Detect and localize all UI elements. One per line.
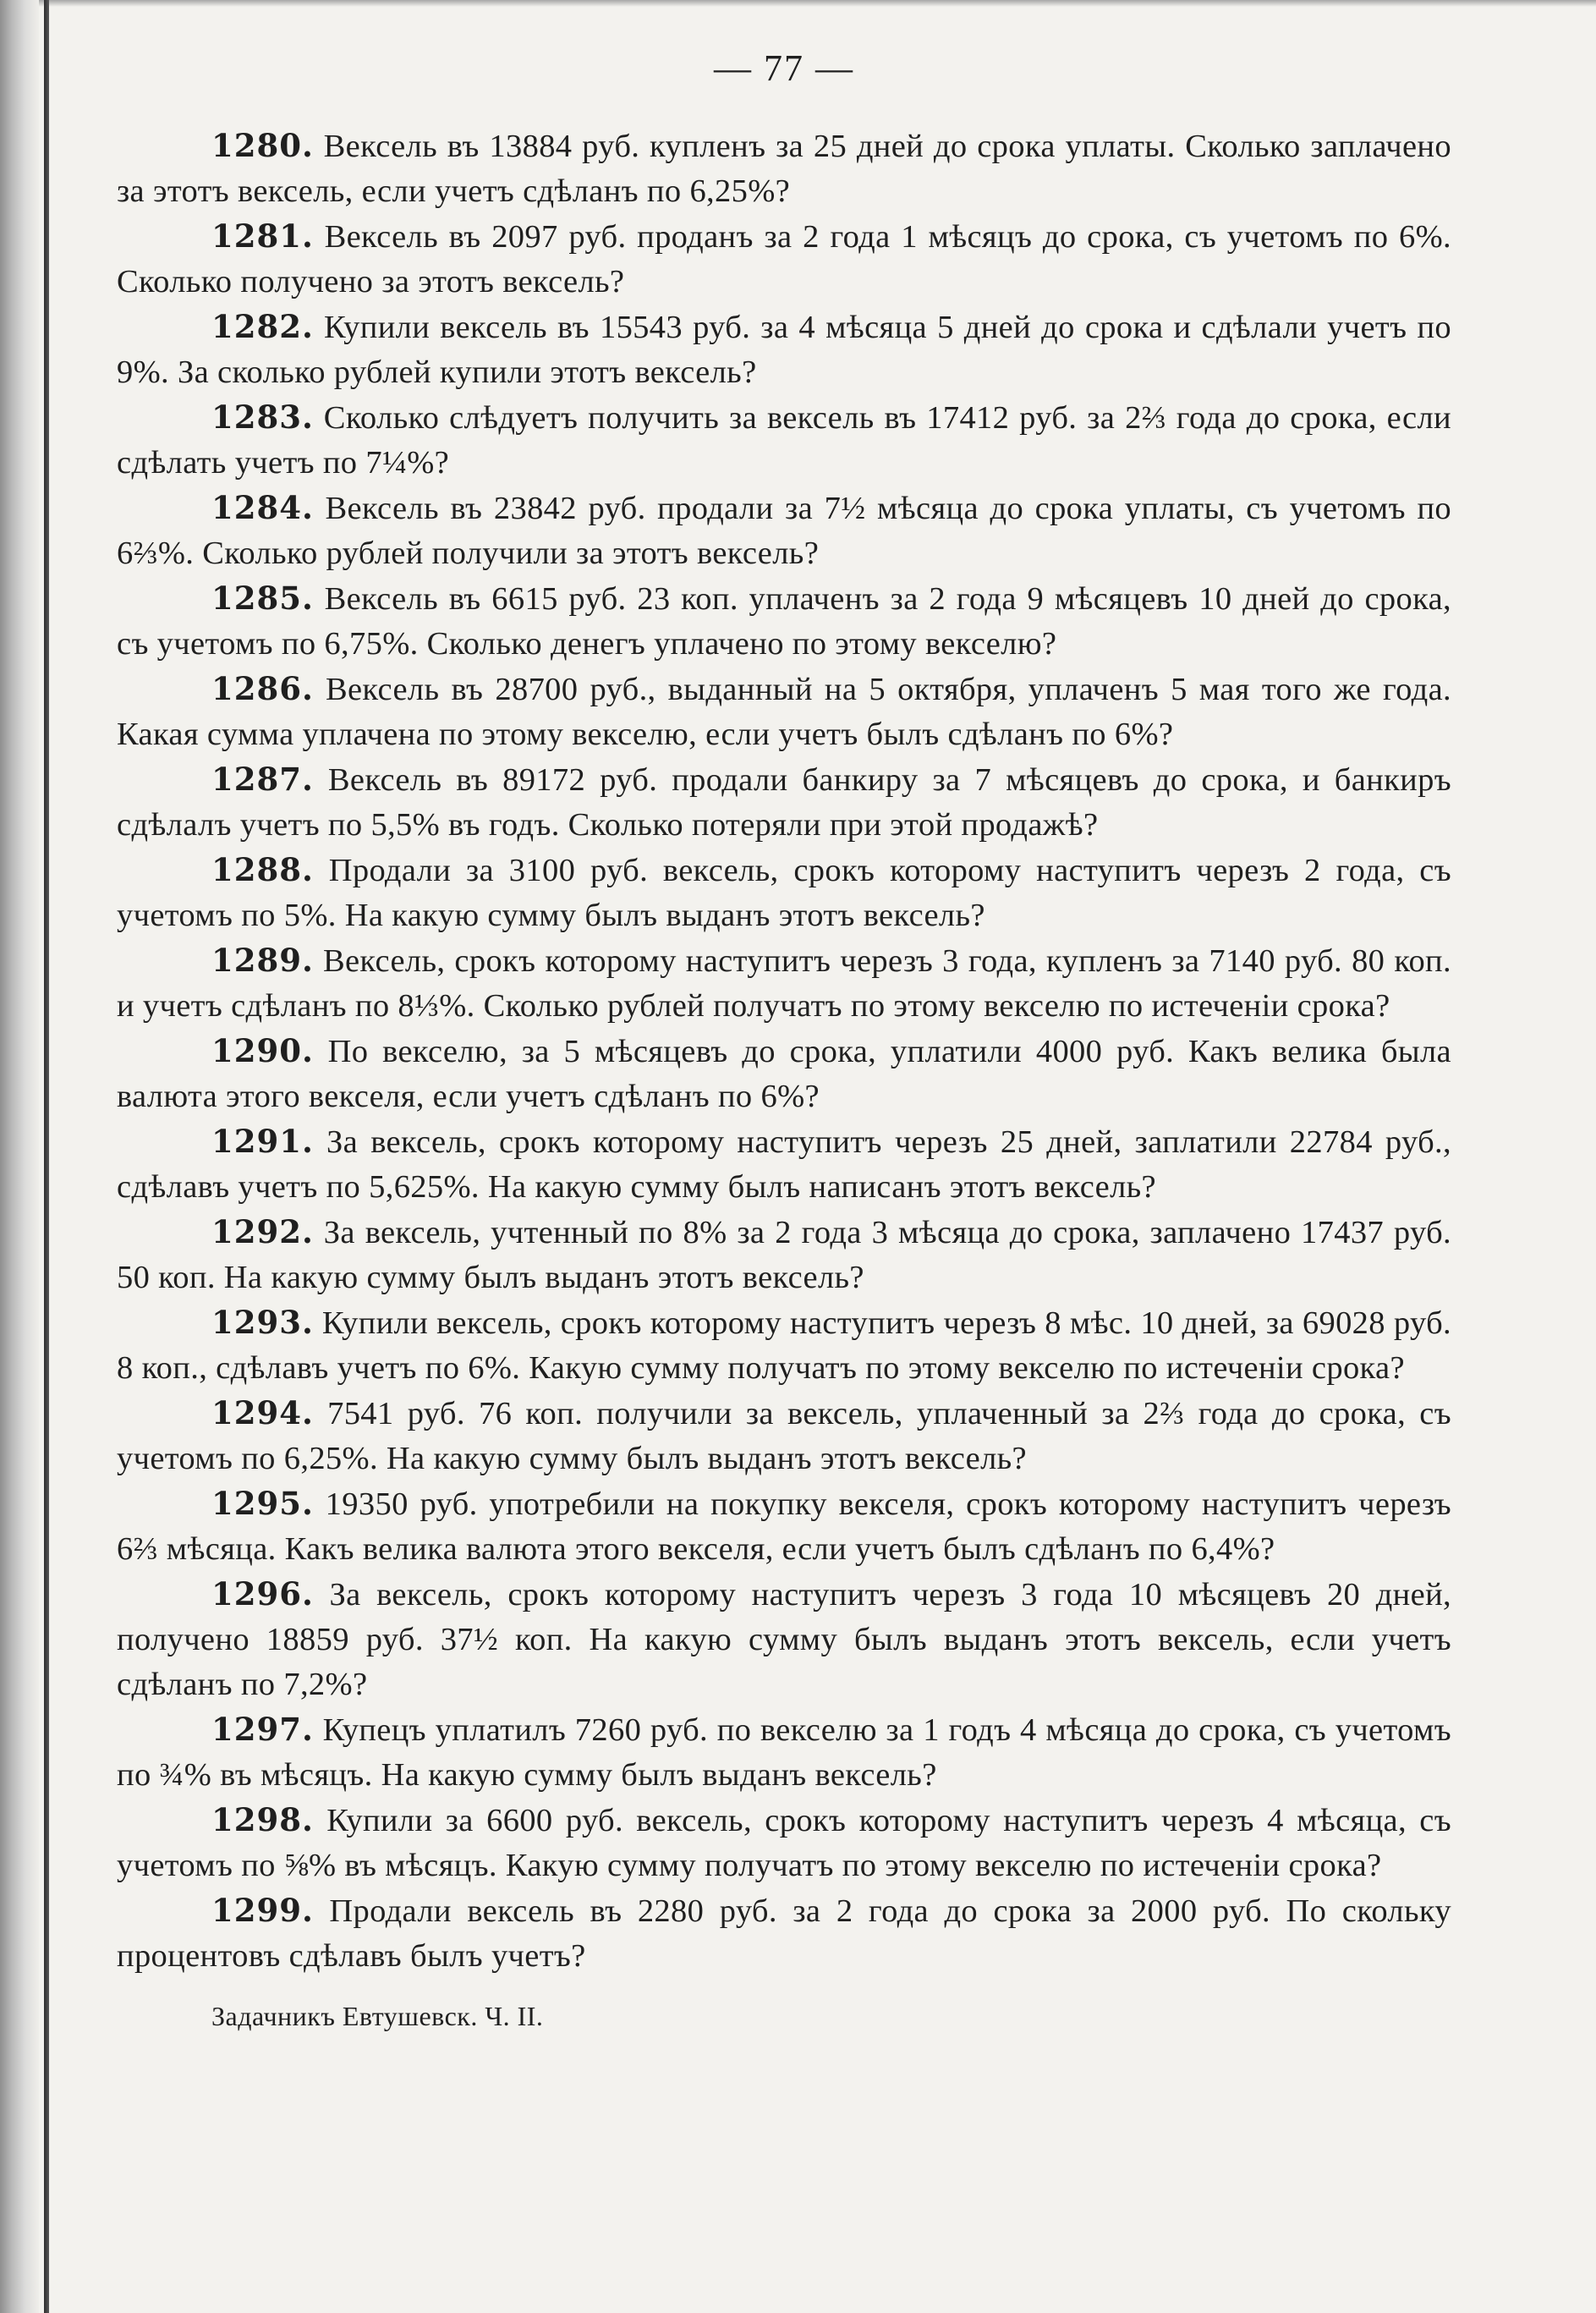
problem-item [117, 1707, 1451, 1798]
problem-number: 1296. [211, 1575, 314, 1613]
problem-item [117, 1481, 1451, 1572]
page-top-edge [0, 0, 1596, 7]
problem-text: Купили вексель въ 15543 руб. за 4 мѣсяца 5 дней до срока и сдѣлали учетъ по 9%. За сколько рублей купили этотъ вексель? [117, 310, 1451, 390]
problem-item [117, 938, 1451, 1029]
problem-number: 1284. [211, 489, 314, 526]
problem-item [117, 124, 1451, 214]
problem-text: Продали за 3100 руб. вексель, срокъ которому наступитъ черезъ 2 года, съ учетомъ по 5%. На какую сумму былъ выданъ этотъ вексель? [117, 853, 1451, 933]
problem-item [117, 1572, 1451, 1707]
problem-text: За вексель, срокъ которому наступитъ черезъ 25 дней, заплатили 22784 руб., сдѣлавъ учетъ по 5,625%. На какую сумму былъ написанъ этотъ вексель? [117, 1124, 1451, 1205]
problem-item [117, 1119, 1451, 1210]
problem-number: 1290. [211, 1032, 314, 1069]
problem-list [117, 124, 1451, 1979]
problem-item [117, 848, 1451, 938]
page-footer: Задачникъ Евтушевск. Ч. II. [211, 2001, 544, 2031]
problem-item [117, 1798, 1451, 1888]
problem-number: 1291. [211, 1123, 314, 1160]
problem-text: Купили за 6600 руб. вексель, срокъ которому наступитъ черезъ 4 мѣсяца, съ учетомъ по ⅝% въ мѣсяцъ. Какую сумму получатъ по этому векселю по истеченіи срока? [117, 1803, 1451, 1883]
problem-text: Вексель въ 2097 руб. проданъ за 2 года 1 мѣсяцъ до срока, съ учетомъ по 6%. Сколько получено за этотъ вексель? [117, 219, 1451, 299]
problem-number: 1289. [211, 942, 314, 979]
problem-text: Купили вексель, срокъ которому наступитъ черезъ 8 мѣс. 10 дней, за 69028 руб. 8 коп., сдѣлавъ учетъ по 6%. Какую сумму получатъ по этому векселю по истеченіи срока? [117, 1305, 1451, 1386]
problem-text: Вексель въ 28700 руб., выданный на 5 октября, уплаченъ 5 мая того же года. Какая сумма уплачена по этому векселю, если учетъ былъ сдѣланъ по 6%? [117, 672, 1451, 752]
problem-item [117, 1029, 1451, 1119]
problem-number: 1282. [211, 308, 314, 345]
problem-number: 1283. [211, 398, 314, 436]
problem-item [117, 1300, 1451, 1391]
problem-number: 1287. [211, 761, 314, 798]
problem-text: Вексель въ 89172 руб. продали банкиру за 7 мѣсяцевъ до срока, и банкиръ сдѣлалъ учетъ по 5,5% въ годъ. Сколько потеряли при этой продажѣ? [117, 762, 1451, 843]
problem-number: 1299. [211, 1892, 314, 1929]
problem-number: 1286. [211, 670, 314, 707]
problem-item [117, 757, 1451, 848]
problem-item [117, 576, 1451, 667]
problem-text: Вексель въ 13884 руб. купленъ за 25 дней до срока уплаты. Сколько заплачено за этотъ вексель, если учетъ сдѣланъ по 6,25%? [117, 129, 1451, 209]
problem-text: Вексель, срокъ которому наступитъ черезъ 3 года, купленъ за 7140 руб. 80 коп. и учетъ сдѣланъ по 8⅓%. Сколько рублей получатъ по этому векселю по истеченіи срока? [117, 943, 1451, 1024]
problem-text: По векселю, за 5 мѣсяцевъ до срока, уплатили 4000 руб. Какъ велика была валюта этого векселя, если учетъ сдѣланъ по 6%? [117, 1034, 1451, 1114]
problem-item [117, 667, 1451, 757]
problem-number: 1294. [211, 1394, 314, 1431]
problem-number: 1281. [211, 217, 314, 255]
page-number: — 77 — [714, 47, 854, 89]
problem-text: Вексель въ 6615 руб. 23 коп. уплаченъ за 2 года 9 мѣсяцевъ 10 дней до срока, съ учетомъ по 6,75%. Сколько денегъ уплачено по этому векселю? [117, 581, 1451, 662]
problem-number: 1280. [211, 127, 314, 164]
problem-number: 1285. [211, 580, 314, 617]
problem-text: Сколько слѣдуетъ получить за вексель въ 17412 руб. за 2⅔ года до срока, если сдѣлать учетъ по 7¼%? [117, 400, 1451, 481]
problem-number: 1292. [211, 1213, 314, 1250]
problem-item [117, 395, 1451, 486]
problem-text: 7541 руб. 76 коп. получили за вексель, уплаченный за 2⅔ года до срока, съ учетомъ по 6,25%. На какую сумму былъ выданъ этотъ вексель? [117, 1396, 1451, 1476]
book-spine-line [44, 0, 49, 2313]
problem-item [117, 1210, 1451, 1300]
problem-text: Купецъ уплатилъ 7260 руб. по векселю за 1 годъ 4 мѣсяца до срока, съ учетомъ по ¾% въ мѣсяцъ. На какую сумму былъ выданъ вексель? [117, 1712, 1451, 1793]
problem-number: 1298. [211, 1801, 314, 1838]
problem-number: 1293. [211, 1304, 314, 1341]
book-page [117, 47, 1451, 2032]
problem-item [117, 1888, 1451, 1979]
problem-text: Вексель въ 23842 руб. продали за 7½ мѣсяца до срока уплаты, съ учетомъ по 6⅔%. Сколько рублей получили за этотъ вексель? [117, 491, 1452, 571]
problem-item [117, 305, 1451, 395]
problem-item [117, 1391, 1451, 1481]
book-spine-shadow [0, 0, 39, 2313]
problem-text: За вексель, срокъ которому наступитъ черезъ 3 года 10 мѣсяцевъ 20 дней, получено 18859 руб. 37½ коп. На какую сумму былъ выданъ этотъ вексель, если учетъ сдѣланъ по 7,2%? [117, 1577, 1451, 1702]
problem-number: 1295. [211, 1485, 314, 1522]
problem-text: 19350 руб. употребили на покупку векселя, срокъ которому наступитъ черезъ 6⅔ мѣсяца. Какъ велика валюта этого векселя, если учетъ былъ сдѣланъ по 6,4%? [117, 1486, 1451, 1567]
problem-item [117, 214, 1451, 305]
problem-text: За вексель, учтенный по 8% за 2 года 3 мѣсяца до срока, заплачено 17437 руб. 50 коп. На какую сумму былъ выданъ этотъ вексель? [117, 1215, 1451, 1295]
problem-number: 1297. [211, 1711, 314, 1748]
problem-item [117, 486, 1451, 576]
problem-text: Продали вексель въ 2280 руб. за 2 года до срока за 2000 руб. По скольку процентовъ сдѣлавъ былъ учетъ? [117, 1893, 1451, 1974]
problem-number: 1288. [211, 851, 314, 888]
